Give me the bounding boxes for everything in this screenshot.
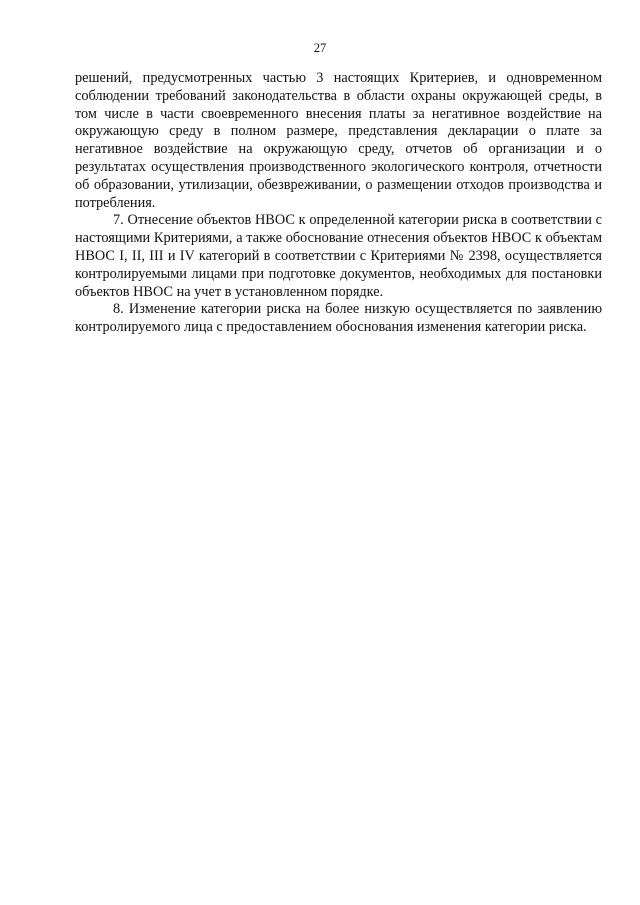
document-body xyxy=(75,70,602,337)
paragraph-item-8: 8. Изменение категории риска на более низкую осуществляется по заявлению контролируемого лица с предоставлением обоснования изменения категории риска. xyxy=(75,301,602,336)
page-number: 27 xyxy=(313,41,327,55)
paragraph-item-7: 7. Отнесение объектов НВОС к определенной категории риска в соответствии с настоящими Критериями, а также обоснование отнесения объектов НВОС к объектам НВОС I, II, III и IV категорий в соответствии с Критериями № 2398, осуществляется контролируемыми лицами при подготовке документов, необходимых для постановки объектов НВОС на учет в установленном порядке. xyxy=(75,212,602,300)
paragraph-continuation: решений, предусмотренных частью 3 настоящих Критериев, и одновременном соблюдении требований законодательства в области охраны окружающей среды, в том числе в части своевременного внесения платы за негативное воздействие на окружающую среду в полном размере, представления декларации о плате за негативное воздействие на окружающую среду, отчетов об организации и о результатах осуществления производственного экологического контроля, отчетности об образовании, утилизации, обезвреживании, о размещении отходов производства и потребления. xyxy=(75,70,602,211)
